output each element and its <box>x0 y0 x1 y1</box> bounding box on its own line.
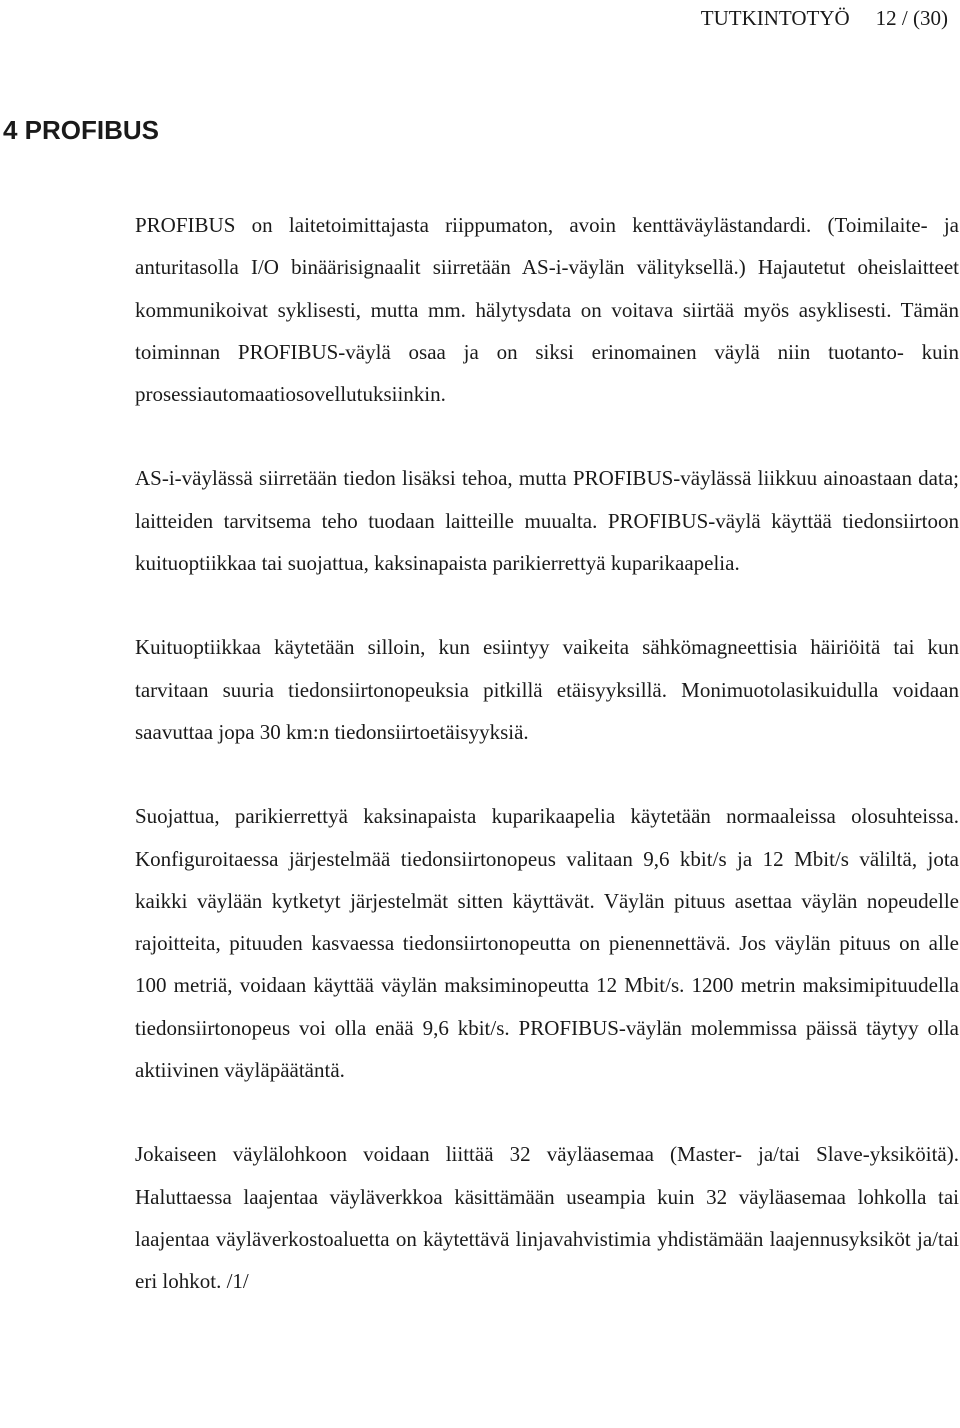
page-number: 12 / (30) <box>875 6 948 30</box>
body-text <box>135 204 959 1303</box>
paragraph-power-and-media: AS-i-väylässä siirretään tiedon lisäksi tehoa, mutta PROFIBUS-väylässä liikkuu ainoastaan data; laitteiden tarvitsema teho tuodaan laitteille muualta. PROFIBUS-väylä käyttää tiedonsiirtoon kuituoptiikkaa tai suojattua, kaksinapaista parikierrettyä kuparikaapelia. <box>135 466 959 576</box>
paragraph-bus-segments: Jokaiseen väylälohkoon voidaan liittää 32 väyläasemaa (Master- ja/tai Slave-yksiköitä). Haluttaessa laajentaa väyläverkkoa käsittämään useampia kuin 32 väyläasemaa lohkolla tai laajentaa väyläverkostoaluetta on käytettävä linjavahvistimia yhdistämään laajennusyksiköt ja/tai eri lohkot. /1/ <box>135 1142 959 1294</box>
document-title: TUTKINTOTYÖ <box>700 6 850 30</box>
paragraph-intro: PROFIBUS on laitetoimittajasta riippumaton, avoin kenttäväylästandardi. (Toimilaite- ja anturitasolla I/O binäärisignaalit siirretään AS-i-väylän välityksellä.) Hajautetut oheislaitteet kommunikoivat syklisesti, mutta mm. hälytysdata on voitava siirtää myös asyklisesti. Tämän toiminnan PROFIBUS-väylä osaa ja on siksi erinomainen väylä niin tuotanto- kuin prosessiautomaatiosovellutuksiinkin. <box>135 213 959 407</box>
paragraph-copper-cable: Suojattua, parikierrettyä kaksinapaista kuparikaapelia käytetään normaaleissa olosuhteissa. Konfiguroitaessa järjestelmää tiedonsiirtonopeus valitaan 9,6 kbit/s ja 12 Mbit/s väliltä, jota kaikki väylään kytketyt järjestelmät sitten käyttävät. Väylän pituus asettaa väylän nopeudelle rajoitteita, pituuden kasvaessa tiedonsiirtonopeutta on pienennettävä. Jos väylän pituus on alle 100 metriä, voidaan käyttää väylän maksiminopeutta 12 Mbit/s. 1200 metrin maksimipituudella tiedonsiirtonopeus voi olla enää 9,6 kbit/s. PROFIBUS-väylän molemmissa päissä täytyy olla aktiivinen väyläpäätäntä. <box>135 804 959 1083</box>
section-heading: 4 PROFIBUS <box>3 115 160 145</box>
page-header <box>701 4 948 32</box>
paragraph-fiber-optics: Kuituoptiikkaa käytetään silloin, kun esiintyy vaikeita sähkömagneettisia häiriöitä tai kun tarvitaan suuria tiedonsiirtonopeuksia pitkillä etäisyyksillä. Monimuotolasikuidulla voidaan saavuttaa jopa 30 km:n tiedonsiirtoetäisyyksiä. <box>135 635 959 744</box>
